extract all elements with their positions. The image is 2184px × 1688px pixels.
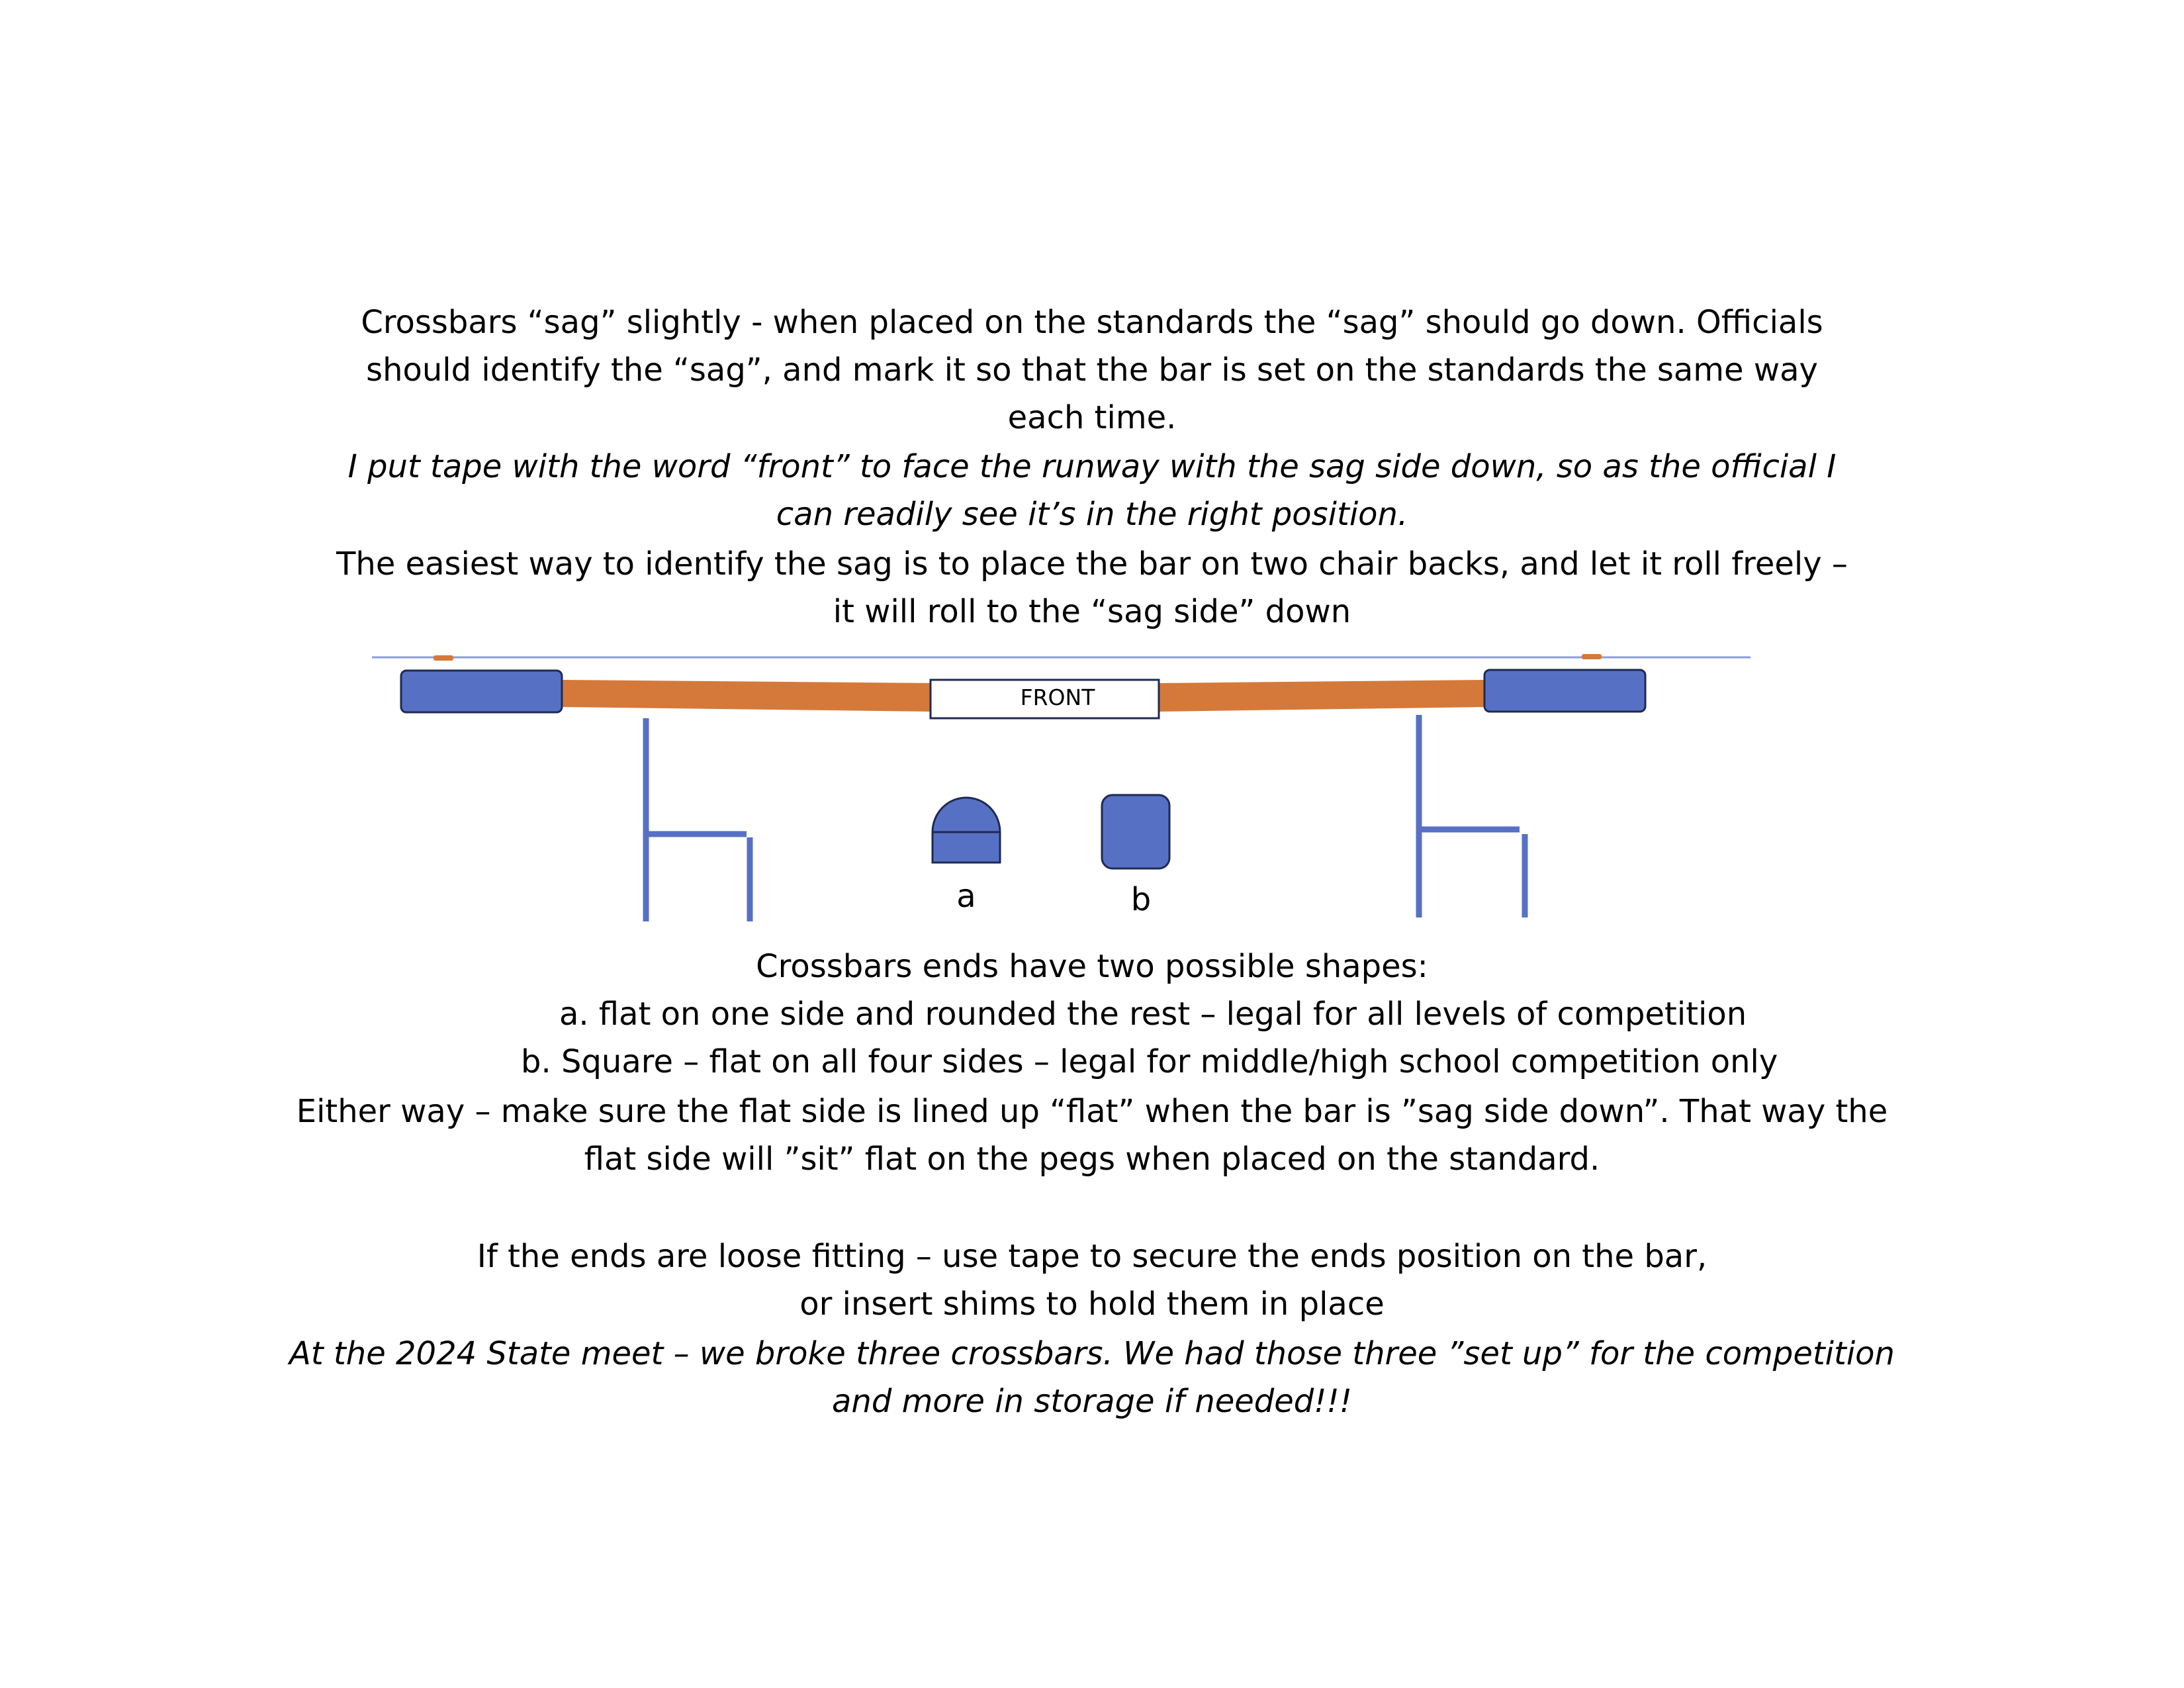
intro-line-3: each time.: [1007, 399, 1177, 436]
shape-a-label: a: [956, 878, 976, 915]
shape-b-label: b: [1130, 881, 1152, 918]
intro-line-2: should identify the “sag”, and mark it so that the bar is set on the standards the same way: [366, 352, 1818, 389]
alignment-line-1: Either way – make sure the flat side is lined up “flat” when the bar is ”sag side down”. That way the: [296, 1093, 1888, 1130]
alignment-line-2: flat side will ”sit” flat on the pegs when placed on the standard.: [584, 1141, 1600, 1178]
chair-right: [1419, 715, 1525, 917]
end-shape-b: [1102, 795, 1169, 868]
state-meet-line-1: At the 2024 State meet – we broke three crossbars. We had those three ”set up” for the competition: [289, 1335, 1895, 1372]
intro-line-1: Crossbars “sag” slightly - when placed on the standards the “sag” should go down. Officials: [361, 304, 1823, 341]
crossbar-left-segment: [559, 680, 932, 712]
shapes-heading: Crossbars ends have two possible shapes:: [756, 948, 1428, 985]
tip-line-2: can readily see it’s in the right position.: [776, 496, 1408, 533]
bar-end-tip-right: [1582, 654, 1602, 659]
tip-line-1: I put tape with the word “front” to face the runway with the sag side down, so as the official I: [347, 448, 1837, 485]
front-tape-label: FRONT: [1020, 684, 1095, 710]
shape-item-b: b. Square – flat on all four sides – legal for middle/high school competition only: [521, 1043, 1778, 1080]
bar-end-tip-left: [433, 655, 453, 661]
shape-item-a: a. flat on one side and rounded the rest – legal for all levels of competition: [559, 996, 1747, 1033]
state-meet-line-2: and more in storage if needed!!!: [832, 1383, 1352, 1420]
crossbar-end-cap-right: [1484, 670, 1645, 712]
end-shape-a: [933, 798, 1000, 863]
crossbar-end-cap-left: [401, 671, 562, 712]
loose-line-2: or insert shims to hold them in place: [799, 1286, 1385, 1323]
method-line-2: it will roll to the “sag side” down: [833, 593, 1351, 630]
crossbar-diagram: [0, 635, 2184, 927]
method-line-1: The easiest way to identify the sag is to place the bar on two chair backs, and let it roll freely –: [336, 545, 1848, 583]
chair-left: [646, 718, 750, 921]
loose-line-1: If the ends are loose fitting – use tape to secure the ends position on the bar,: [477, 1238, 1707, 1275]
crossbar-right-segment: [1158, 680, 1486, 712]
